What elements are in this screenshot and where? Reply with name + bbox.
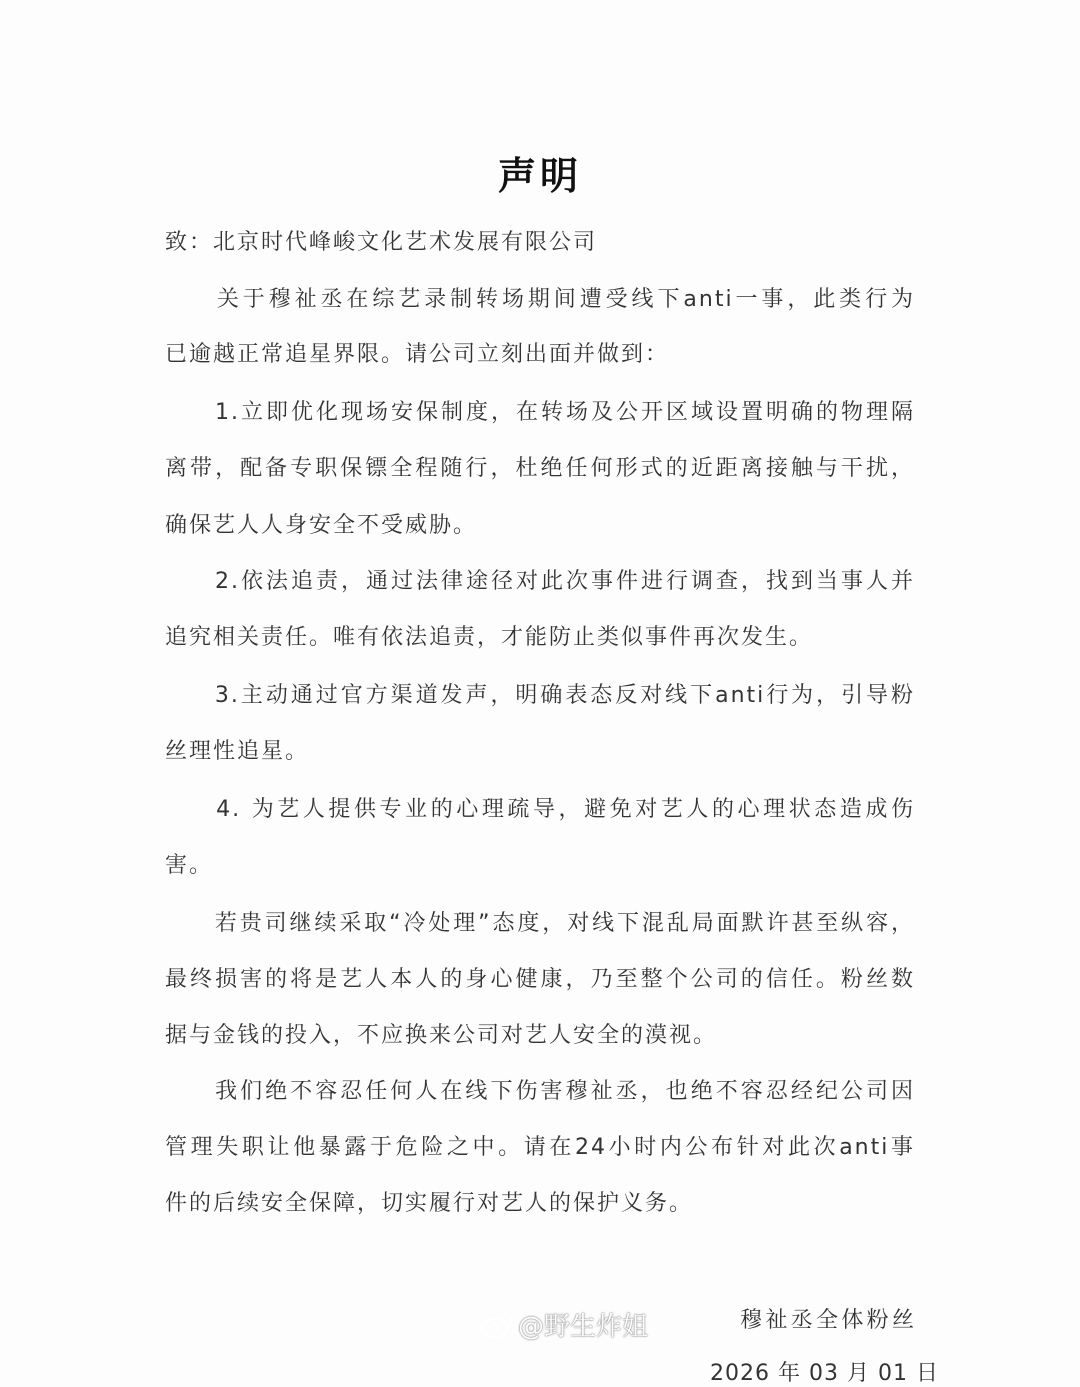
date: 2026 年 03 月 01 日 [710, 1361, 939, 1386]
paragraph-line: 3.主动通过官方渠道发声，明确表态反对线下anti行为，引导粉 [165, 683, 915, 708]
paragraph-line: 若贵司继续采取“冷处理”态度，对线下混乱局面默许甚至纵容， [165, 911, 915, 936]
paragraph-line: 2.依法追责，通过法律途径对此次事件进行调查，找到当事人并 [165, 569, 915, 594]
watermark [480, 1306, 648, 1343]
paragraph-line: 管理失职让他暴露于危险之中。请在24小时内公布针对此次anti事 [165, 1135, 915, 1160]
signature: 穆祉丞全体粉丝 [740, 1308, 916, 1333]
addressee: 致：北京时代峰峻文化艺术发展有限公司 [165, 230, 598, 255]
paragraph-line: 已逾越正常追星界限。请公司立刻出面并做到： [165, 342, 670, 367]
document-title: 声明 [497, 153, 582, 198]
paragraph-line: 最终损害的将是艺人本人的身心健康，乃至整个公司的信任。粉丝数 [165, 967, 915, 992]
paragraph-line: 丝理性追星。 [165, 739, 310, 764]
watermark-text: @野生炸姐 [518, 1312, 649, 1342]
paragraph-line: 离带，配备专职保镖全程随行，杜绝任何形式的近距离接触与干扰， [165, 456, 915, 481]
paragraph-line: 4. 为艺人提供专业的心理疏导，避免对艺人的心理状态造成伤 [165, 797, 915, 822]
weibo-logo-icon [480, 1311, 514, 1339]
paragraph-line: 关于穆祉丞在综艺录制转场期间遭受线下anti一事，此类行为 [165, 287, 915, 312]
paragraph-line: 据与金钱的投入，不应换来公司对艺人安全的漠视。 [165, 1023, 718, 1048]
paragraph-line: 1.立即优化现场安保制度，在转场及公开区域设置明确的物理隔 [165, 400, 915, 425]
paragraph-line: 我们绝不容忍任何人在线下伤害穆祉丞，也绝不容忍经纪公司因 [165, 1079, 915, 1104]
paragraph-line: 件的后续安全保障，切实履行对艺人的保护义务。 [165, 1191, 694, 1216]
paragraph-line: 确保艺人人身安全不受威胁。 [165, 513, 478, 538]
paragraph-line: 害。 [165, 853, 214, 878]
paragraph-line: 追究相关责任。唯有依法追责，才能防止类似事件再次发生。 [165, 625, 814, 650]
